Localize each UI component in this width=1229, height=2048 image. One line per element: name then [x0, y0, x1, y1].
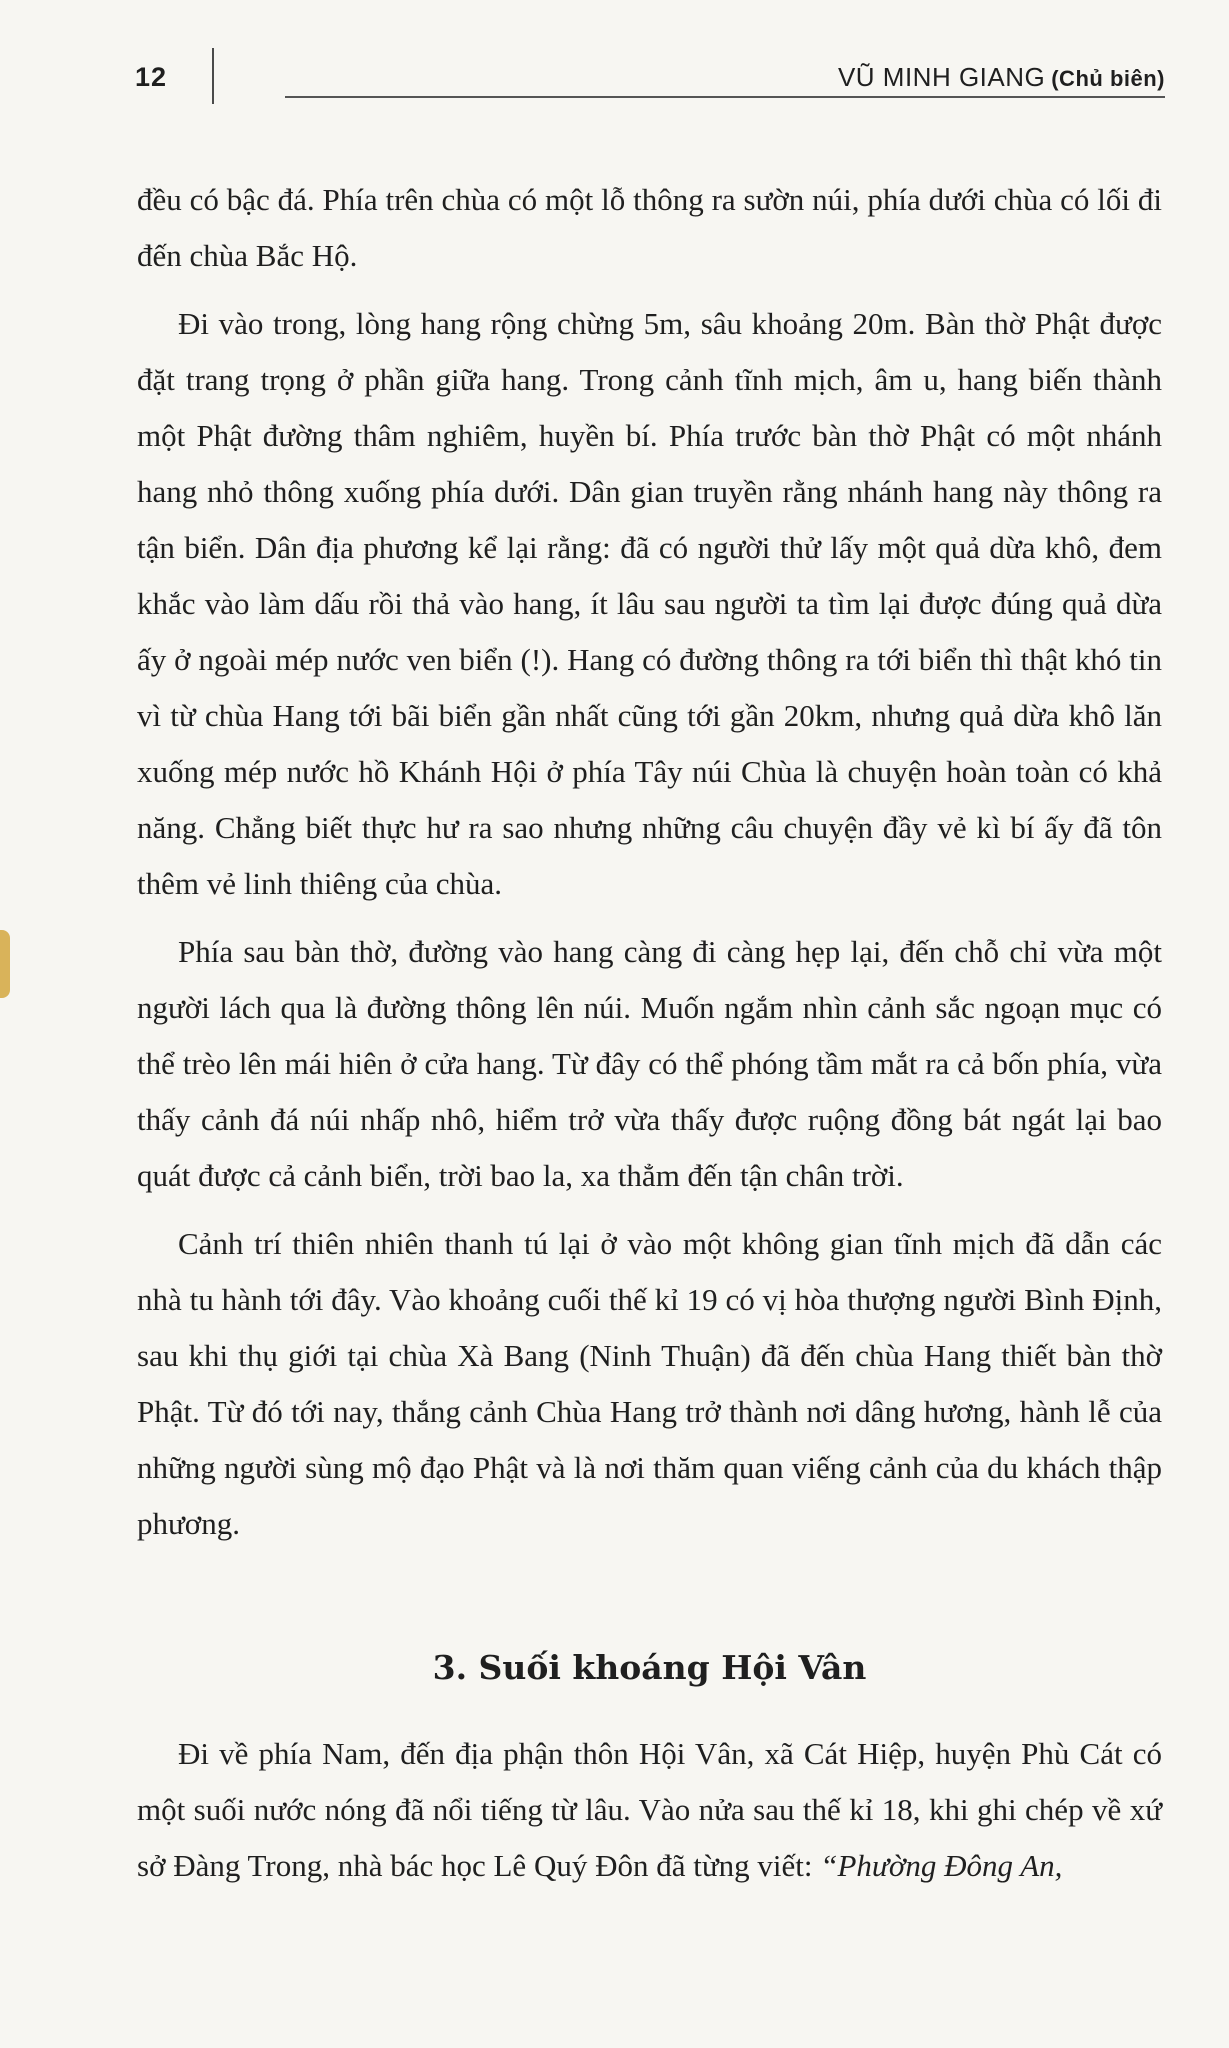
page-body	[137, 172, 1162, 1906]
section-paragraph	[137, 1726, 1162, 1894]
author-name: VŨ MINH GIANG	[837, 62, 1046, 92]
quote-text: “Phường Đông An,	[820, 1848, 1063, 1883]
header-divider	[212, 48, 214, 104]
section-heading: 3. Suối khoáng Hội Vân	[432, 1648, 867, 1687]
author-role: (Chủ biên)	[1051, 66, 1165, 91]
page-header	[135, 48, 1165, 108]
running-header	[838, 62, 1165, 93]
header-rule	[285, 96, 1165, 98]
paragraph: Đi vào trong, lòng hang rộng chừng 5m, sâu khoảng 20m. Bàn thờ Phật được đặt trang trọng ở phần giữa hang. Trong cảnh tĩnh mịch, âm u, hang biến thành một Phật đường thâm nghiêm, huyền bí. Phía trước bàn thờ Phật có một nhánh hang nhỏ thông xuống phía dưới. Dân gian truyền rằng nhánh hang này thông ra tận biển. Dân địa phương kể lại rằng: đã có người thử lấy một quả dừa khô, đem khắc vào làm dấu rồi thả vào hang, ít lâu sau người ta tìm lại được đúng quả dừa ấy ở ngoài mép nước ven biển (!). Hang có đường thông ra tới biển thì thật khó tin vì từ chùa Hang tới bãi biển gần nhất cũng tới gần 20km, nhưng quả dừa khô lăn xuống mép nước hồ Khánh Hội ở phía Tây núi Chùa là chuyện hoàn toàn có khả năng. Chẳng biết thực hư ra sao nhưng những câu chuyện đầy vẻ kì bí ấy đã tôn thêm vẻ linh thiêng của chùa.	[137, 306, 1162, 901]
paragraph: Phía sau bàn thờ, đường vào hang càng đi càng hẹp lại, đến chỗ chỉ vừa một người lách qua là đường thông lên núi. Muốn ngắm nhìn cảnh sắc ngoạn mục có thể trèo lên mái hiên ở cửa hang. Từ đây có thể phóng tầm mắt ra cả bốn phía, vừa thấy cảnh đá núi nhấp nhô, hiểm trở vừa thấy được ruộng đồng bát ngát lại bao quát được cả cảnh biển, trời bao la, xa thẳm đến tận chân trời.	[137, 934, 1162, 1193]
page-number: 12	[135, 62, 168, 92]
paragraph-continued: đều có bậc đá. Phía trên chùa có một lỗ thông ra sườn núi, phía dưới chùa có lối đi đến chùa Bắc Hộ.	[137, 182, 1162, 273]
paragraph: Cảnh trí thiên nhiên thanh tú lại ở vào một không gian tĩnh mịch đã dẫn các nhà tu hành tới đây. Vào khoảng cuối thế kỉ 19 có vị hòa thượng người Bình Định, sau khi thụ giới tại chùa Xà Bang (Ninh Thuận) đã đến chùa Hang thiết bàn thờ Phật. Từ đó tới nay, thắng cảnh Chùa Hang trở thành nơi dâng hương, hành lễ của những người sùng mộ đạo Phật và là nơi thăm quan viếng cảnh của du khách thập phương.	[137, 1226, 1162, 1541]
section-paragraph-text: Đi về phía Nam, đến địa phận thôn Hội Vân, xã Cát Hiệp, huyện Phù Cát có một suối nước nóng đã nổi tiếng từ lâu. Vào nửa sau thế kỉ 18, khi ghi chép về xứ sở Đàng Trong, nhà bác học Lê Quý Đôn đã từng viết:	[137, 1736, 1162, 1883]
page-edge-mark	[0, 930, 10, 998]
